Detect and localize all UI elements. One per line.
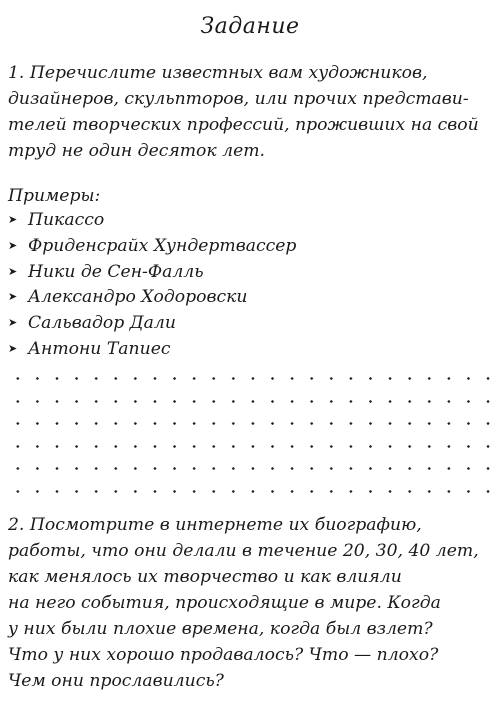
task-2-line: 2. Посмотрите в интернете их биографию,	[8, 515, 422, 535]
task-1-line: телей творческих профессий, проживших на свой	[8, 115, 479, 135]
list-item	[8, 259, 296, 285]
task-2-line: как менялось их творчество и как влияли	[8, 567, 402, 587]
example-name: Сальвадор Дали	[28, 313, 176, 334]
arrow-right-icon: ➤	[8, 290, 18, 304]
task-2-line: Чем они прославились?	[8, 671, 224, 691]
dotted-line	[0, 456, 500, 479]
task-2-line: у них были плохие времена, когда был взлет?	[8, 619, 433, 639]
example-name: Пикассо	[28, 210, 105, 230]
list-item	[8, 207, 296, 233]
task-1-line: 1. Перечислите известных вам художников,	[8, 63, 428, 83]
list-item	[8, 233, 296, 259]
task-1-text	[8, 60, 496, 164]
arrow-right-icon: ➤	[8, 264, 18, 278]
example-name: Александро Ходоровски	[28, 287, 248, 308]
task-2-line: Что у них хорошо продавалось? Что — плохо?	[8, 645, 439, 665]
task-1-line: труд не один десяток лет.	[8, 141, 265, 161]
task-2-text	[8, 512, 496, 694]
task-1-line: дизайнеров, скульпторов, или прочих представи-	[8, 89, 469, 109]
arrow-right-icon: ➤	[8, 341, 18, 355]
task-2-line: работы, что они делали в течение 20, 30, 40 лет,	[8, 541, 479, 561]
arrow-right-icon: ➤	[8, 238, 18, 252]
examples-list	[8, 207, 296, 362]
dotted-line	[0, 366, 500, 389]
arrow-right-icon: ➤	[8, 316, 18, 330]
dotted-line	[0, 479, 500, 502]
example-name: Ники де Сен-Фалль	[28, 261, 204, 282]
list-item	[8, 310, 296, 336]
arrow-right-icon: ➤	[8, 213, 18, 226]
list-item	[8, 284, 296, 310]
dotted-writing-area[interactable]	[0, 366, 500, 501]
example-name: Антони Тапиес	[28, 338, 171, 359]
example-name: Фриденсрайх Хундертвассер	[28, 235, 297, 256]
dotted-line	[0, 434, 500, 457]
task-2-line: на него события, происходящие в мире. Когда	[8, 593, 441, 613]
dotted-line	[0, 411, 500, 434]
dotted-line	[0, 389, 500, 412]
examples-label: Примеры:	[8, 186, 101, 206]
page-title: Задание	[200, 14, 300, 39]
list-item	[8, 336, 296, 362]
